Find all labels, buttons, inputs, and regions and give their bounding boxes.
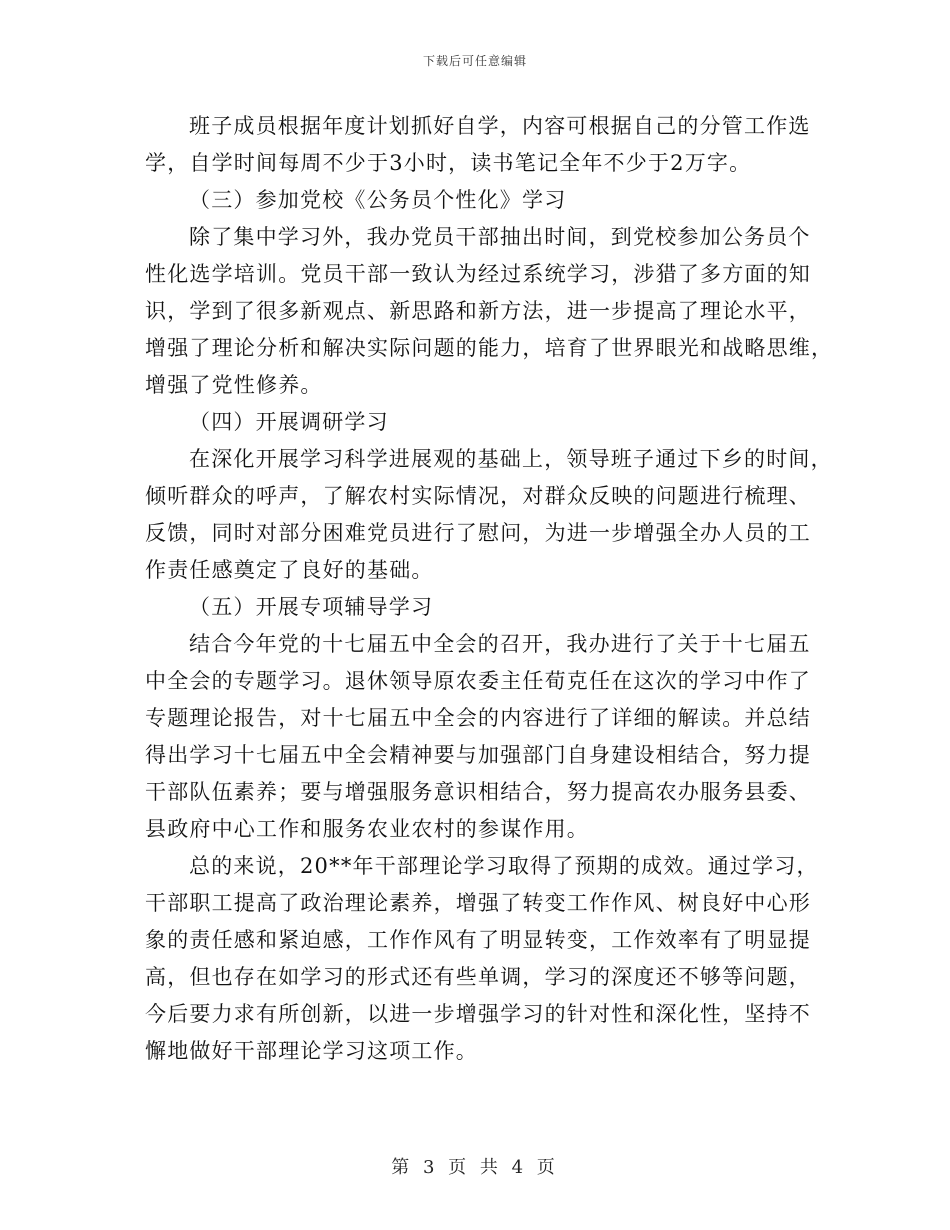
paragraph-line: 得出学习十七届五中全会精神要与加强部门自身建设相结合，努力提	[145, 743, 811, 767]
page-header: 下载后可任意编辑	[422, 54, 527, 68]
paragraph-line: 干部职工提高了政治理论素养，增强了转变工作作风、树良好中心形	[145, 891, 811, 915]
paragraph-line: 增强了理论分析和解决实际问题的能力，培育了世界眼光和战略思维，	[145, 336, 834, 360]
paragraph-line: 倾听群众的呼声，了解农村实际情况，对群众反映的问题进行梳理、	[145, 484, 811, 508]
paragraph-line: 班子成员根据年度计划抓好自学，内容可根据自己的分管工作选	[189, 114, 811, 138]
paragraph-line: 象的责任感和紧迫感，工作作风有了明显转变，工作效率有了明显提	[145, 928, 811, 952]
section-heading: （四）开展调研学习	[189, 410, 389, 434]
paragraph-line: 县政府中心工作和服务农业农村的参谋作用。	[145, 817, 589, 841]
paragraph-line: 今后要力求有所创新，以进一步增强学习的针对性和深化性，坚持不	[145, 1002, 811, 1026]
paragraph-line: 干部队伍素养；要与增强服务意识相结合，努力提高农办服务县委、	[145, 780, 811, 804]
document-body	[145, 108, 834, 1070]
paragraph-line: 专题理论报告，对十七届五中全会的内容进行了详细的解读。并总结	[145, 706, 811, 730]
paragraph-line: 性化选学培训。党员干部一致认为经过系统学习，涉猎了多方面的知	[145, 262, 811, 286]
section-heading: （三）参加党校《公务员个性化》学习	[189, 188, 567, 212]
paragraph-line: 懈地做好干部理论学习这项工作。	[145, 1039, 478, 1063]
paragraph-line: 作责任感奠定了良好的基础。	[145, 558, 434, 582]
section-heading: （五）开展专项辅导学习	[189, 595, 434, 619]
paragraph-line: 增强了党性修养。	[145, 373, 323, 397]
paragraph-line: 学，自学时间每周不少于3小时，读书笔记全年不少于2万字。	[145, 151, 752, 175]
paragraph-line: 除了集中学习外，我办党员干部抽出时间，到党校参加公务员个	[189, 225, 811, 249]
paragraph-line: 总的来说，20**年干部理论学习取得了预期的成效。通过学习，	[189, 854, 819, 878]
paragraph-line: 反馈，同时对部分困难党员进行了慰问，为进一步增强全办人员的工	[145, 521, 811, 545]
paragraph-line: 高，但也存在如学习的形式还有些单调，学习的深度还不够等问题，	[145, 965, 811, 989]
paragraph-line: 在深化开展学习科学进展观的基础上，领导班子通过下乡的时间，	[189, 447, 833, 471]
page-footer: 第 3 页 共 4 页	[391, 1157, 559, 1178]
paragraph-line: 结合今年党的十七届五中全会的召开，我办进行了关于十七届五	[189, 632, 811, 656]
paragraph-line: 识，学到了很多新观点、新思路和新方法，进一步提高了理论水平，	[145, 299, 811, 323]
paragraph-line: 中全会的专题学习。退休领导原农委主任荀克任在这次的学习中作了	[145, 669, 811, 693]
